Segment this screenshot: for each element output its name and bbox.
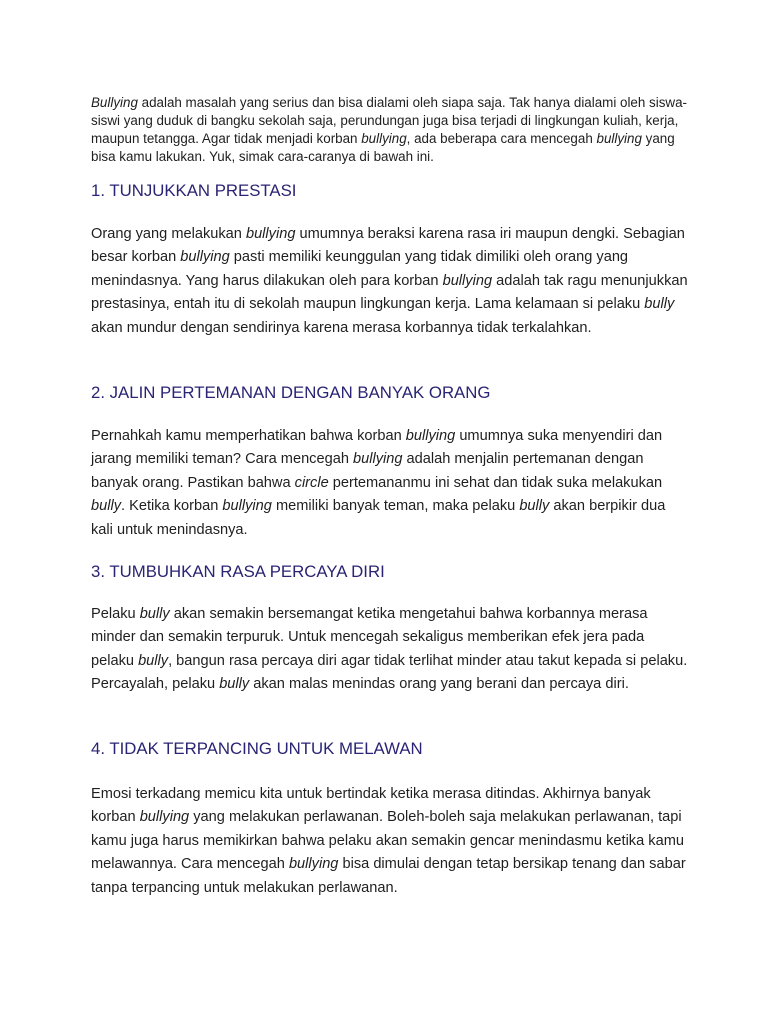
- italic-term: bullying: [245, 226, 296, 242]
- italic-term: bullying: [180, 249, 230, 266]
- text-segment: Emosi terkadang memicu kita untuk bertindak ketika merasa ditindas. Akhirnya banyak korban: [91, 786, 651, 826]
- italic-term: bullying: [288, 856, 339, 873]
- text-segment: akan semakin bersemangat ketika mengetahui bahwa korbannya merasa minder dan semakin terpuruk. Untuk mencegah sekaligus memberikan efek jera pada pelaku: [91, 606, 648, 669]
- intro-paragraph: [91, 94, 691, 166]
- italic-term: bullying: [405, 428, 456, 444]
- section-heading-2: 2. JALIN PERTEMANAN DENGAN BANYAK ORANG: [91, 383, 491, 402]
- section-heading-1: 1. TUNJUKKAN PRESTASI: [91, 181, 297, 200]
- italic-term: bullying: [596, 131, 642, 146]
- text-segment: yang melakukan perlawanan. Boleh-boleh saja melakukan perlawanan, tapi kamu juga harus memikirkan bahwa pelaku akan semakin gencar menindasmu ketika kamu melawannya. Cara mencegah: [91, 809, 684, 873]
- italic-term: bully: [139, 606, 170, 622]
- italic-term: bullying: [222, 498, 272, 515]
- section-paragraph-2: [91, 425, 691, 542]
- text-segment: akan berpikir dua kali untuk menindasnya.: [91, 498, 666, 538]
- text-segment: umumnya suka menyendiri dan jarang memiliki teman? Cara mencegah: [91, 428, 663, 468]
- text-segment: pertemananmu ini sehat dan tidak suka melakukan: [328, 474, 663, 491]
- italic-term: bully: [644, 296, 675, 313]
- italic-term: bully: [219, 676, 250, 693]
- text-segment: akan mundur dengan sendirinya karena merasa korbannya tidak terkalahkan.: [91, 319, 592, 336]
- text-segment: Orang yang melakukan: [91, 226, 246, 242]
- italic-term: bully: [138, 652, 169, 669]
- text-segment: umumnya beraksi karena rasa iri maupun dengki. Sebagian besar korban: [91, 226, 685, 266]
- section-paragraph-4: [91, 783, 691, 900]
- section-paragraph-1: [91, 223, 691, 340]
- text-segment: . Ketika korban: [121, 498, 223, 515]
- text-segment: , bangun rasa percaya diri agar tidak terlihat minder atau takut kepada si pelaku. Percayalah, pelaku: [91, 652, 688, 693]
- text-segment: Pernahkah kamu memperhatikan bahwa korban: [91, 428, 406, 444]
- section-paragraph-3: [91, 603, 691, 697]
- section-heading-4: 4. TIDAK TERPANCING UNTUK MELAWAN: [91, 739, 423, 758]
- text-segment: yang bisa kamu lakukan. Yuk, simak cara-caranya di bawah ini.: [91, 131, 675, 164]
- italic-term: bully: [91, 498, 122, 515]
- italic-term: Bullying: [91, 95, 138, 110]
- text-segment: memiliki banyak teman, maka pelaku: [271, 498, 520, 515]
- text-segment: adalah tak ragu menunjukkan prestasinya, entah itu di sekolah maupun lingkungan kerja. Lama kelamaan si pelaku: [91, 272, 688, 313]
- text-segment: adalah menjalin pertemanan dengan banyak orang. Pastikan bahwa: [91, 451, 644, 491]
- text-segment: pasti memiliki keunggulan yang tidak dimiliki oleh orang yang menindasnya. Yang harus dilakukan oleh para korban: [91, 249, 629, 289]
- italic-term: bullying: [139, 809, 190, 826]
- text-segment: adalah masalah yang serius dan bisa dialami oleh siapa saja. Tak hanya dialami oleh siswa-siswi yang duduk di bangku sekolah saja, perundungan juga bisa terjadi di lingkungan kuliah, kerja, maupun tetangga. Agar tidak menjadi korban: [91, 95, 687, 146]
- section-heading-3: 3. TUMBUHKAN RASA PERCAYA DIRI: [91, 562, 385, 581]
- italic-term: bullying: [442, 272, 493, 289]
- italic-term: bully: [519, 498, 550, 515]
- italic-term: circle: [294, 474, 329, 491]
- text-segment: bisa dimulai dengan tetap bersikap tenang dan sabar tanpa terpancing untuk melakukan perlawanan.: [91, 856, 686, 896]
- text-segment: akan malas menindas orang yang berani dan percaya diri.: [249, 676, 629, 693]
- italic-term: bullying: [353, 451, 403, 468]
- text-segment: , ada beberapa cara mencegah: [406, 131, 597, 146]
- text-segment: Pelaku: [91, 606, 140, 622]
- italic-term: bullying: [361, 131, 407, 146]
